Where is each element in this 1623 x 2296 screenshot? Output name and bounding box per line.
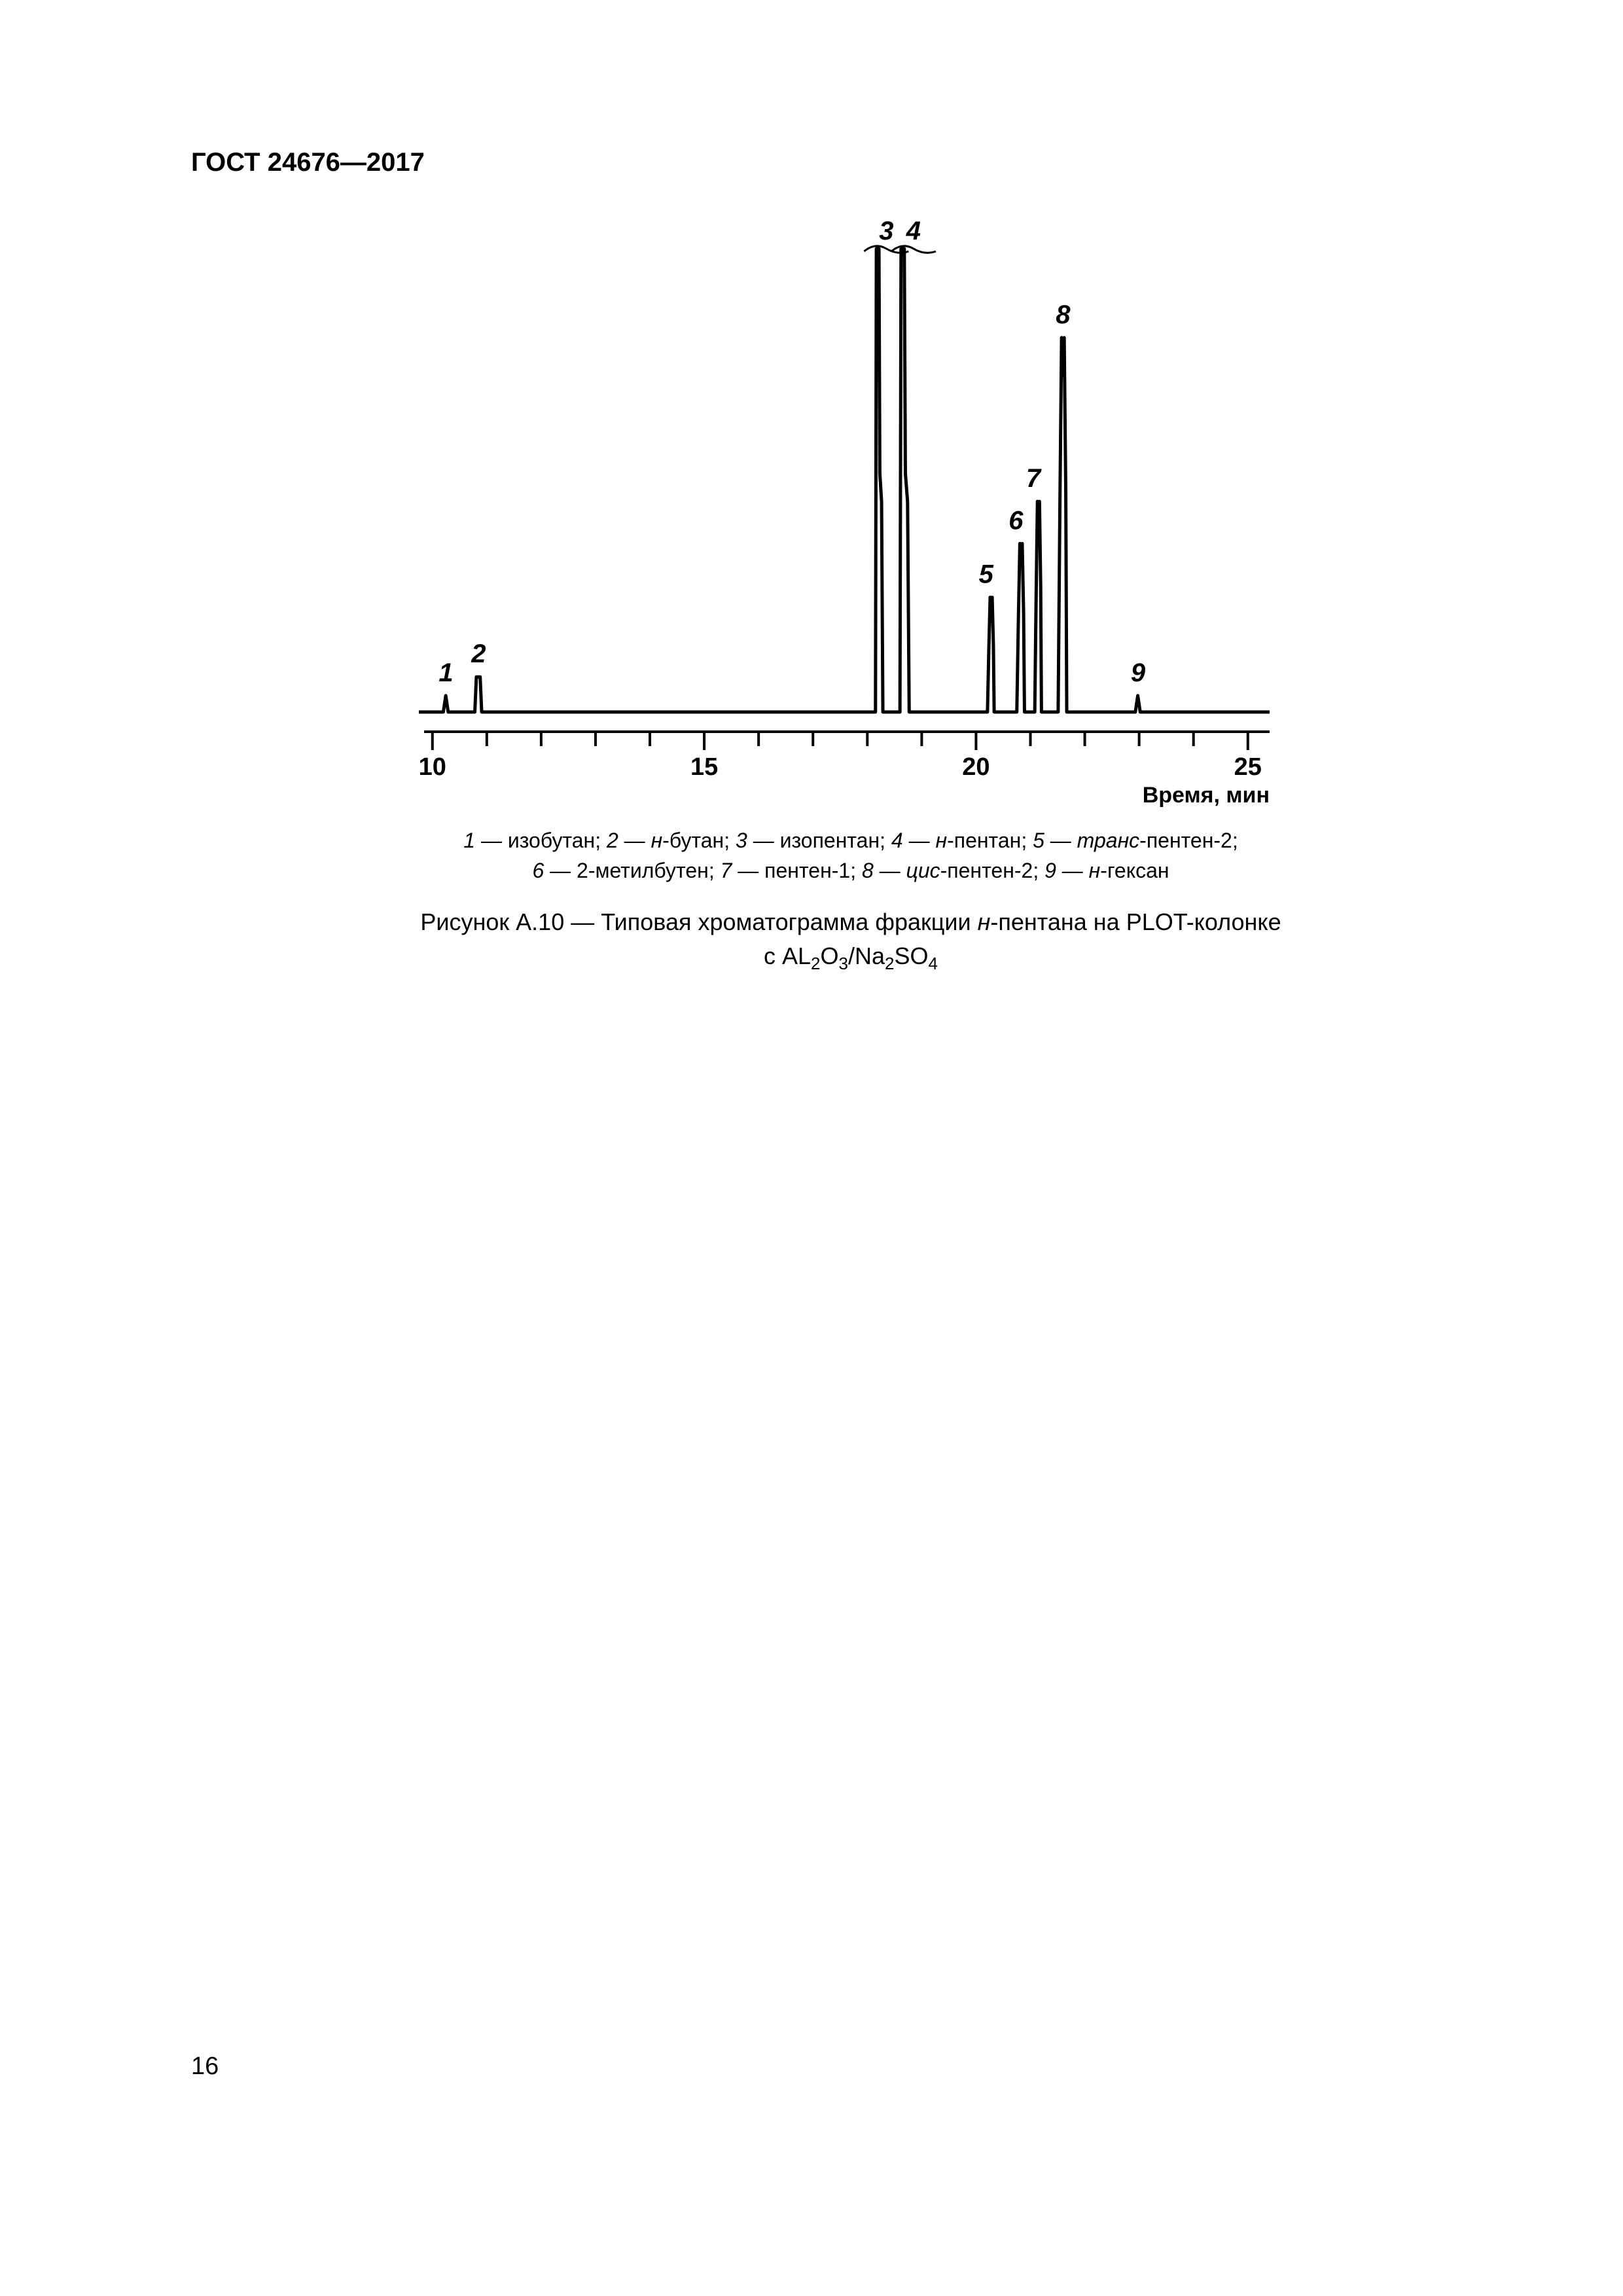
legend-run: 5: [1033, 829, 1044, 852]
peak-label-5: 5: [978, 560, 993, 589]
caption-run: /Na: [848, 942, 885, 969]
legend-run: н: [651, 829, 663, 852]
caption-run: 4: [928, 954, 938, 973]
legend-run: н: [1088, 859, 1101, 882]
figure-caption-line-1: [262, 906, 1440, 939]
legend-run: транс: [1077, 829, 1140, 852]
legend-run: 7: [720, 859, 732, 882]
x-axis-title: Время, мин: [1142, 783, 1270, 808]
caption-run: Рисунок А.10 — Типовая хроматограмма фракции: [420, 908, 978, 935]
caption-run: 3: [838, 954, 848, 973]
legend-run: -пентен-2;: [940, 859, 1045, 882]
legend-run: —: [1044, 829, 1077, 852]
legend-run: н: [935, 829, 948, 852]
x-tick-label-25: 25: [1234, 753, 1262, 781]
legend-run: — пентен-1;: [732, 859, 862, 882]
caption-run: с AL: [764, 942, 812, 969]
legend-run: 8: [861, 859, 874, 882]
peak-label-8: 8: [1056, 300, 1071, 329]
legend-line-1: [327, 826, 1374, 855]
x-tick-label-15: 15: [690, 753, 719, 781]
caption-run: SO: [894, 942, 929, 969]
peak-label-1: 1: [438, 658, 454, 687]
peak-label-6: 6: [1008, 506, 1024, 535]
caption-run: 2: [885, 954, 895, 973]
chromatogram-trace: [419, 249, 1270, 712]
peak-label-2: 2: [471, 639, 486, 669]
caption-run: н: [977, 908, 991, 935]
legend-run: — 2-метилбутен;: [544, 859, 721, 882]
chromatogram-chart: [0, 0, 1623, 825]
peak-label-7: 7: [1026, 464, 1041, 493]
legend-run: -пентан;: [947, 829, 1033, 852]
legend-line-2: [327, 856, 1374, 885]
legend-run: 2: [606, 829, 618, 852]
legend-run: 6: [532, 859, 544, 882]
x-tick-label-20: 20: [962, 753, 990, 781]
legend-run: 3: [736, 829, 747, 852]
page-number: 16: [191, 2053, 219, 2080]
peak-label-3: 3: [879, 217, 894, 245]
legend-run: -пентен-2;: [1139, 829, 1238, 852]
caption-run: O: [820, 942, 839, 969]
caption-run: 2: [811, 954, 821, 973]
legend-run: —: [902, 829, 936, 852]
legend-run: —: [618, 829, 651, 852]
peak-label-9: 9: [1130, 658, 1146, 687]
caption-run: -пентана на PLOT-колонке: [990, 908, 1281, 935]
legend-run: 4: [891, 829, 903, 852]
legend-run: цис: [906, 859, 940, 882]
legend-run: -гексан: [1100, 859, 1169, 882]
legend-run: 1: [463, 829, 476, 852]
document-header: ГОСТ 24676—2017: [191, 148, 425, 177]
legend-run: — изопентан;: [747, 829, 891, 852]
legend-run: — изобутан;: [475, 829, 607, 852]
legend-run: —: [873, 859, 906, 882]
figure-caption-line-2: [262, 940, 1440, 980]
x-tick-label-10: 10: [418, 753, 446, 781]
legend-run: —: [1056, 859, 1089, 882]
peak-label-4: 4: [906, 217, 921, 245]
legend-run: -бутан;: [662, 829, 736, 852]
legend-run: 9: [1044, 859, 1056, 882]
